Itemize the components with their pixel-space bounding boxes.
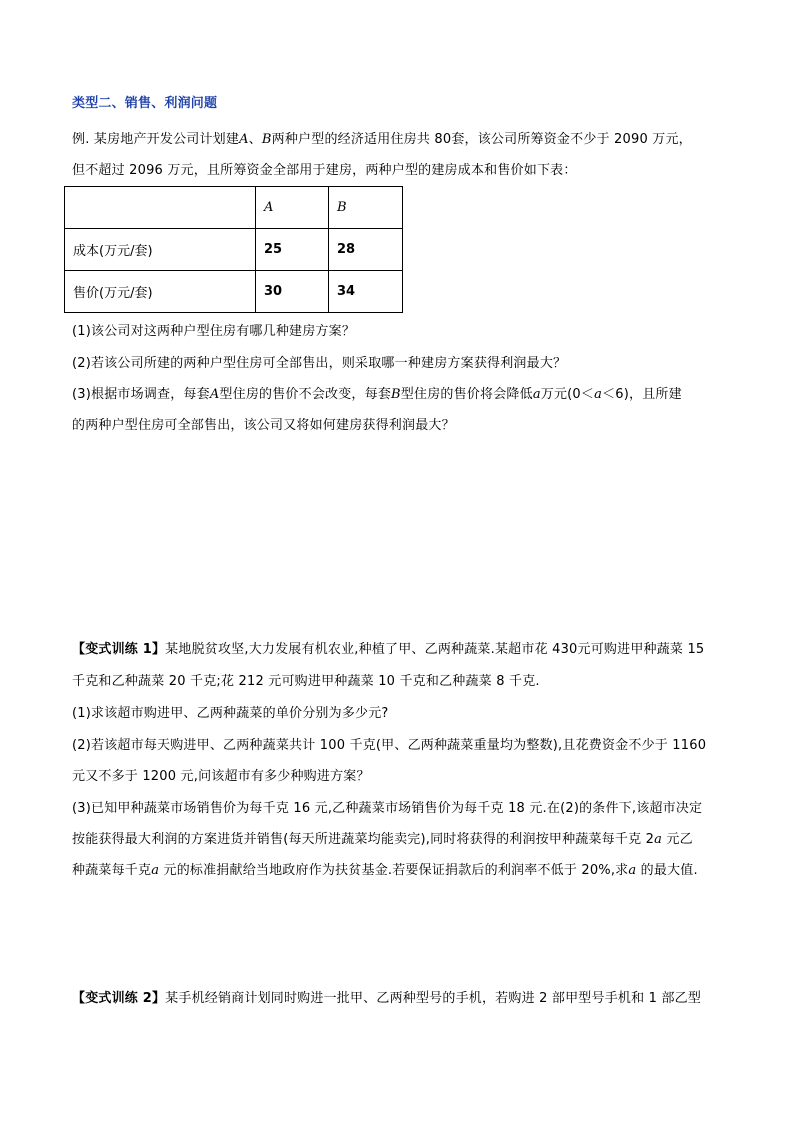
training-2-line-1: [72, 991, 701, 1007]
table-cell: 30: [256, 271, 329, 313]
training-1-line-1: [72, 642, 704, 658]
question-text: 型住房的售价将会降低: [400, 387, 533, 402]
table-header-row: [65, 187, 403, 229]
question-text: ＜6)，且所建: [602, 387, 682, 402]
training-1-question-2: (2)若该超市每天购进甲、乙两种蔬菜共计 100 千克(甲、乙两种蔬菜重量均为整数),且花费资金不少于 1160: [72, 738, 707, 753]
training-1-question-1: (1)求该超市购进甲、乙两种蔬菜的单价分别为多少元?: [72, 706, 389, 721]
table-row: [65, 229, 403, 271]
example-text: 例. 某房地产开发公司计划建: [72, 132, 240, 147]
question-2: (2)若该公司所建的两种户型住房可全部售出，则采取哪一种建房方案获得利润最大？: [72, 356, 567, 371]
training-text: 某手机经销商计划同时购进一批甲、乙两种型号的手机，若购进 2 部甲型号手机和 1 部乙型: [165, 991, 702, 1006]
question-text: 元的标准捐献给当地政府作为扶贫基金.若要保证捐款后的利润率不低于 20%,求: [159, 863, 629, 878]
var-a: A: [239, 132, 249, 147]
question-3: [72, 387, 682, 403]
training-text: 某地脱贫攻坚,大力发展有机农业,种植了甲、乙两种蔬菜.某超市花 430元可购进甲种蔬菜 15: [165, 642, 705, 657]
example-line-1: [72, 132, 692, 148]
training-label: 【变式训练 2】: [72, 991, 166, 1006]
var-a: A: [209, 387, 220, 402]
question-text: 种蔬菜每千克: [72, 863, 152, 878]
question-text: 万元(0＜: [540, 387, 595, 402]
question-text: 的最大值.: [636, 863, 698, 878]
example-text: 两种户型的经济适用住房共 80套，该公司所筹资金不少于 2090 万元，: [271, 132, 692, 147]
var-b: B: [261, 132, 272, 147]
table-row-label: 售价(万元/套): [65, 271, 256, 313]
question-text: 元乙: [662, 832, 693, 847]
var-a-lower: a: [628, 863, 637, 878]
var-a-lower: a: [532, 387, 541, 402]
table-row-label: 成本(万元/套): [65, 229, 256, 271]
separator: 、: [248, 132, 262, 147]
cost-price-table: [64, 186, 403, 313]
example-line-2: 但不超过 2096 万元，且所筹资金全部用于建房，两种户型的建房成本和售价如下表：: [72, 163, 577, 178]
training-1-question-3: (3)已知甲种蔬菜市场销售价为每千克 16 元,乙种蔬菜市场销售价为每千克 18 元.在(2)的条件下,该超市决定: [72, 801, 703, 816]
section-title: 类型二、销售、利润问题: [72, 96, 218, 111]
table-cell: 34: [329, 271, 403, 313]
table-cell: 25: [256, 229, 329, 271]
var-b: B: [391, 387, 401, 402]
var-a-lower: a: [654, 832, 663, 847]
question-text: 型住房的售价不会改变，每套: [219, 387, 392, 402]
var-a-lower: a: [594, 387, 603, 402]
table-header-cell: B: [329, 187, 403, 229]
table-header-cell: [65, 187, 256, 229]
training-1-question-2-line-2: 元又不多于 1200 元,问该超市有多少种购进方案？: [72, 769, 370, 784]
training-label: 【变式训练 1】: [72, 642, 166, 657]
training-1-question-3-line-2: [72, 832, 693, 848]
question-3-line-2: 的两种户型住房可全部售出，该公司又将如何建房获得利润最大？: [72, 418, 455, 433]
table-header-cell: A: [256, 187, 329, 229]
var-a-lower: a: [151, 863, 160, 878]
question-text: (3)根据市场调查，每套: [72, 387, 210, 402]
training-1-question-3-line-3: [72, 863, 698, 879]
training-1-line-2: 千克和乙种蔬菜 20 千克;花 212 元可购进甲种蔬菜 10 千克和乙种蔬菜 8 千克.: [72, 674, 540, 689]
table-row: [65, 271, 403, 313]
table-cell: 28: [329, 229, 403, 271]
question-1: (1)该公司对这两种户型住房有哪几种建房方案？: [72, 324, 356, 339]
question-text: 按能获得最大利润的方案进货并销售(每天所进蔬菜均能卖完),同时将获得的利润按甲种蔬菜每千克 2: [72, 832, 655, 847]
